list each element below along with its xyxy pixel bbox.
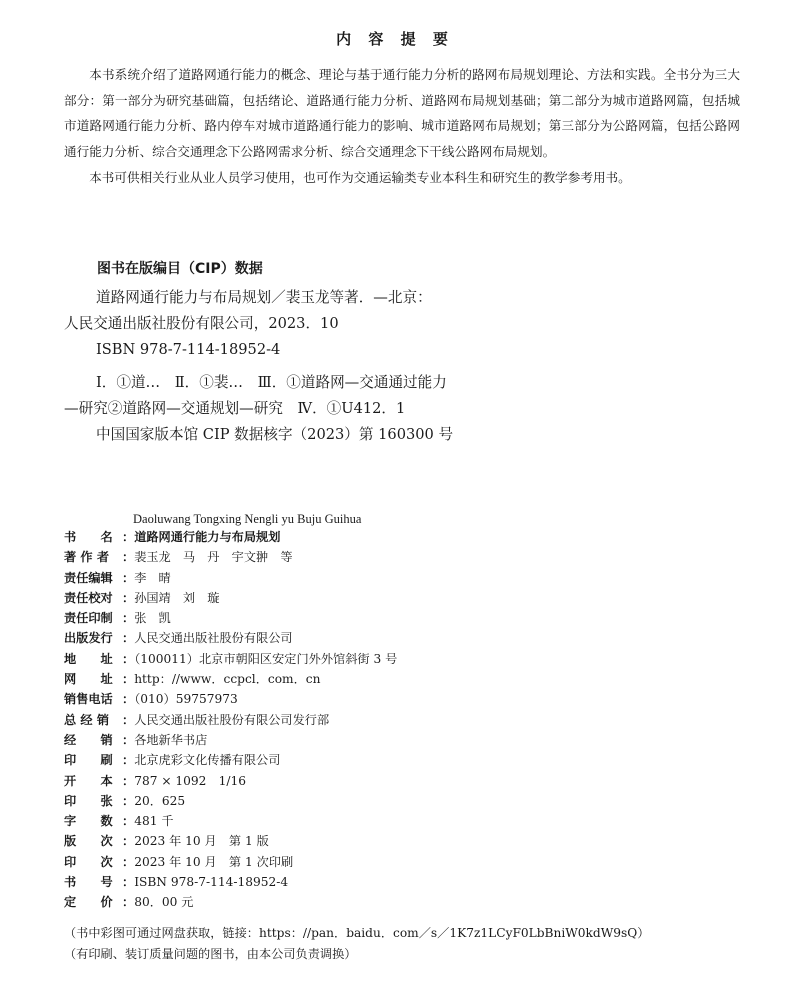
detail-row: 印 次 ：2023 年 10 月 第 1 次印刷 — [64, 852, 764, 872]
detail-value: （010）59757973 — [134, 692, 238, 707]
detail-label: 地 址 — [64, 651, 113, 666]
detail-label: 出版发行 — [64, 631, 113, 646]
detail-label: 销售电话 — [64, 692, 113, 707]
detail-row: 出版发行 ：人民交通出版社股份有限公司 — [64, 628, 764, 648]
detail-value: 481 千 — [134, 814, 174, 829]
detail-row: 责任印制 ：张 凯 — [64, 608, 764, 628]
cip-classification — [64, 370, 744, 448]
detail-label: 经 销 — [64, 732, 113, 747]
detail-value: 李 晴 — [134, 570, 171, 585]
detail-row: 责任校对 ：孙国靖 刘 璇 — [64, 588, 764, 608]
detail-value: 人民交通出版社股份有限公司 — [134, 631, 293, 646]
detail-label: 总 经 销 — [64, 712, 110, 727]
pinyin-title: Daoluwang Tongxing Nengli yu Buju Guihua — [133, 512, 362, 526]
publication-details — [64, 527, 764, 913]
detail-value: 孙国靖 刘 璇 — [134, 590, 220, 605]
detail-label: 开 本 — [64, 773, 113, 788]
summary-paragraph: 本书系统介绍了道路网通行能力的概念、理论与基于通行能力分析的路网布局规划理论、方法和实践。全书分为三大部分：第一部分为研究基础篇，包括绪论、道路通行能力分析、道路网布局规划基础；第二部分为城市道路网篇，包括城市道路网通行能力分析、路内停车对城市道路通行能力的影响、城市道路网布局规划；第三部分为公路网篇，包括公路网通行能力分析、综合交通理念下公路网需求分析、综合交通理念下干线公路网布局规划。 — [64, 67, 740, 159]
detail-value: 人民交通出版社股份有限公司发行部 — [134, 712, 330, 727]
detail-label: 书 号 — [64, 875, 113, 890]
detail-value: 2023 年 10 月 第 1 版 — [134, 834, 269, 849]
detail-value: ISBN 978-7-114-18952-4 — [134, 875, 289, 890]
detail-row: 定 价 ：80．00 元 — [64, 892, 764, 912]
detail-label: 字 数 — [64, 814, 113, 829]
detail-value: （100011）北京市朝阳区安定门外外馆斜街 3 号 — [134, 651, 398, 666]
cip-isbn-line: ISBN 978-7-114-18952-4 — [96, 341, 281, 358]
detail-row: 字 数 ：481 千 — [64, 811, 764, 831]
detail-label: 印 刷 — [64, 753, 113, 768]
detail-label: 责任印制 — [64, 611, 113, 626]
detail-row: 销售电话 ：（010）59757973 — [64, 689, 764, 709]
detail-value: 张 凯 — [134, 611, 171, 626]
detail-row: 印 刷 ：北京虎彩文化传播有限公司 — [64, 750, 764, 770]
detail-row: 书 号 ：ISBN 978-7-114-18952-4 — [64, 872, 764, 892]
detail-row: 印 张 ：20．625 — [64, 791, 764, 811]
cip-subject-line: Ⅰ．①道… Ⅱ．①裴… Ⅲ．①道路网—交通通过能力 — [96, 374, 447, 391]
cip-record — [64, 285, 744, 363]
detail-row: 开 本 ：787 × 1092 1/16 — [64, 771, 764, 791]
detail-label: 定 价 — [64, 895, 113, 910]
detail-value: http：//www．ccpcl．com．cn — [134, 672, 321, 687]
notes-section — [64, 923, 649, 965]
detail-label: 版 次 — [64, 834, 113, 849]
cip-title-line: 道路网通行能力与布局规划／裴玉龙等著．—北京： — [96, 289, 432, 306]
detail-value: 道路网通行能力与布局规划 — [134, 530, 281, 544]
detail-label: 印 张 — [64, 793, 113, 808]
detail-row: 书 名 ：道路网通行能力与布局规划 — [64, 527, 764, 547]
quality-note: （有印刷、装订质量问题的图书，由本公司负责调换） — [64, 947, 357, 961]
detail-label: 印 次 — [64, 854, 113, 869]
detail-row: 版 次 ：2023 年 10 月 第 1 版 — [64, 831, 764, 851]
cip-catalog-number: 中国国家版本馆 CIP 数据核字（2023）第 160300 号 — [96, 426, 454, 443]
detail-label: 网 址 — [64, 672, 113, 687]
detail-value: 北京虎彩文化传播有限公司 — [134, 753, 281, 768]
summary-paragraph: 本书可供相关行业从业人员学习使用，也可作为交通运输类专业本科生和研究生的教学参考用书。 — [89, 170, 631, 185]
detail-row: 经 销 ：各地新华书店 — [64, 730, 764, 750]
cip-publisher-line: 人民交通出版社股份有限公司，2023．10 — [64, 315, 339, 332]
detail-value: 各地新华书店 — [134, 732, 208, 747]
detail-label: 著 作 者 — [64, 550, 110, 565]
detail-value: 20．625 — [134, 793, 186, 808]
detail-label: 责任校对 — [64, 590, 113, 605]
page-title: 内 容 提 要 — [336, 30, 454, 48]
detail-row: 责任编辑 ：李 晴 — [64, 568, 764, 588]
summary-section — [64, 62, 740, 191]
download-note: （书中彩图可通过网盘获取，链接：https：//pan．baidu．com／s／1K7z1LCyF0LbBniW0kdW9sQ） — [64, 926, 650, 940]
cip-heading: 图书在版编目（CIP）数据 — [97, 261, 263, 277]
detail-value: 裴玉龙 马 丹 宇文翀 等 — [134, 550, 293, 565]
detail-label: 责任编辑 — [64, 570, 113, 585]
detail-row: 网 址 ：http：//www．ccpcl．com．cn — [64, 669, 764, 689]
detail-row: 著 作 者 ：裴玉龙 马 丹 宇文翀 等 — [64, 547, 764, 567]
detail-label: 书 名 — [64, 530, 113, 544]
detail-row: 地 址 ：（100011）北京市朝阳区安定门外外馆斜街 3 号 — [64, 649, 764, 669]
detail-value: 2023 年 10 月 第 1 次印刷 — [134, 854, 294, 869]
detail-row: 总 经 销 ：人民交通出版社股份有限公司发行部 — [64, 710, 764, 730]
detail-value: 80．00 元 — [134, 895, 194, 910]
detail-value: 787 × 1092 1/16 — [134, 773, 246, 788]
cip-subject-line-cont: —研究②道路网—交通规划—研究 Ⅳ．①U412．1 — [64, 400, 406, 417]
